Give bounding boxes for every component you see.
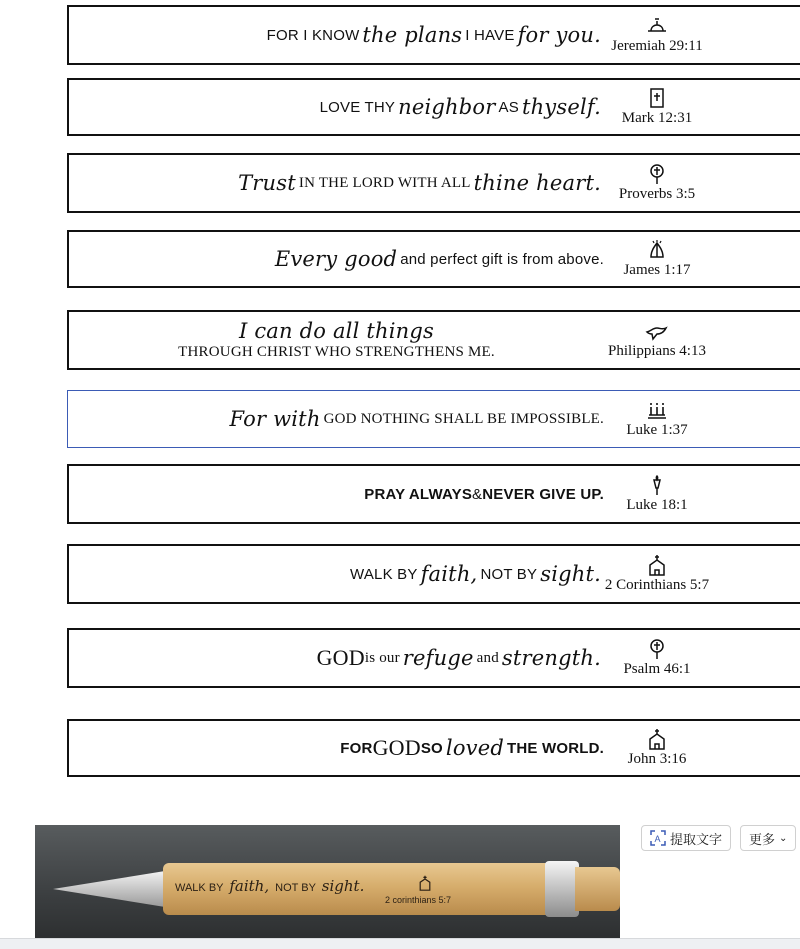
verse-phrase: refuge [402,646,474,670]
verse-phrase: and [476,649,499,666]
bookmark-strip[interactable] [67,719,800,777]
verse-phrase: FOR [340,739,373,757]
verse-phrase: Trust [238,171,296,195]
bookmark-strip[interactable] [67,5,800,65]
verse-phrase: thyself. [521,95,601,119]
chevron-down-icon: ⌄ [779,832,788,844]
verse-text [69,721,604,775]
reference-label: James 1:17 [623,262,691,278]
verse-phrase: GOD NOTHING SHALL BE IMPOSSIBLE. [323,410,604,427]
verse-phrase: LOVE THY [319,98,396,116]
scripture-reference [602,721,712,775]
more-button[interactable] [740,825,796,851]
scripture-reference [602,7,712,63]
pen-engraving [175,877,367,895]
pen-tip [53,871,165,907]
bookmark-strip[interactable] [67,544,800,604]
verse-text [69,7,604,63]
extract-text-label: 提取文字 [670,831,723,847]
verse-phrase: and perfect gift is from above. [400,250,604,268]
pen-clip-ring [545,861,579,917]
verse-phrase: SO [420,739,443,757]
church-icon [417,875,433,891]
torch-icon [644,474,670,496]
verse-text [69,232,604,286]
pen-photo[interactable] [35,825,620,948]
bookmark-strip[interactable] [67,230,800,288]
verse-text [69,155,604,211]
reference-label: Proverbs 3:5 [618,186,696,202]
reference-label: Luke 1:37 [626,422,688,438]
verse-phrase: Every good [274,247,398,271]
verse-phrase: FOR I KNOW [266,26,360,44]
bible-icon [644,87,670,109]
verse-phrase: faith, [420,562,478,586]
pen-phrase: sight. [321,877,365,895]
reference-label: Philippians 4:13 [608,343,706,359]
verse-phrase: & [472,485,483,503]
verse-phrase: WALK BY [350,565,418,583]
verse-phrase: For with [229,407,321,431]
verse-phrase: the plans [362,23,463,47]
dove-icon [644,320,670,342]
cross-circle-icon [644,163,670,185]
status-bar [0,938,800,949]
verse-text [69,630,604,686]
bookmark-strip[interactable] [67,310,800,370]
verse-phrase: I can do all things [238,319,435,343]
verse-phrase: NEVER GIVE UP. [482,485,604,503]
extract-text-button[interactable] [641,825,731,851]
verse-phrase: AS [498,98,519,116]
verse-phrase: sight. [540,562,601,586]
scripture-reference [602,80,712,134]
verse-text [69,80,604,134]
bookmark-strip[interactable] [67,78,800,136]
verse-text [69,312,604,368]
pen-phrase: NOT BY [272,882,319,894]
verse-phrase: THROUGH CHRIST WHO STRENGTHENS ME. [178,344,495,360]
church-icon [644,728,670,750]
scripture-reference [602,391,712,447]
bookmark-strip[interactable] [67,464,800,524]
verse-text [69,466,604,522]
verse-phrase: I HAVE [465,26,515,44]
candles-icon [644,399,670,421]
reference-label: 2 Corinthians 5:7 [604,577,710,593]
verse-phrase: is our [364,649,400,666]
scripture-reference [602,466,712,522]
reference-label: Luke 18:1 [626,497,688,513]
reference-label: John 3:16 [627,751,687,767]
verse-phrase: GOD [372,735,421,760]
more-label: 更多 [749,831,776,847]
verse-phrase: THE WORLD. [507,739,604,757]
scripture-reference [602,630,712,686]
pen-reference: 2 corinthians 5:7 [385,895,452,905]
scripture-reference [602,232,712,286]
reference-label: Psalm 46:1 [623,661,691,677]
pen-phrase: WALK BY [175,882,227,894]
verse-line [236,319,437,343]
verse-phrase: NOT BY [480,565,538,583]
reference-label: Jeremiah 29:11 [611,38,703,54]
verse-phrase: PRAY ALWAYS [364,485,473,503]
reference-label: Mark 12:31 [621,110,693,126]
svg-text:A: A [654,834,661,844]
verse-phrase: GOD [316,645,365,670]
pen-cap [575,867,620,911]
praying-hands-icon [644,239,670,261]
verse-phrase: IN THE LORD WITH ALL [298,174,471,191]
verse-phrase: for you. [517,23,601,47]
verse-text [69,546,604,602]
bookmark-strip[interactable] [67,153,800,213]
text-scan-icon [650,830,666,846]
bookmark-strip[interactable] [67,628,800,688]
lamp-icon [644,15,670,37]
scripture-reference [602,312,712,368]
church-icon [644,554,670,576]
cross-circle-icon [644,638,670,660]
verse-phrase: thine heart. [473,171,601,195]
pen-phrase: faith, [229,877,270,895]
verse-phrase: neighbor [398,95,496,119]
verse-text [68,391,604,447]
verse-phrase: loved [445,736,504,760]
scripture-reference [602,155,712,211]
verse-line [178,343,495,361]
verse-phrase: strength. [501,646,601,670]
scripture-reference [602,546,712,602]
bookmark-strip[interactable] [67,390,800,448]
